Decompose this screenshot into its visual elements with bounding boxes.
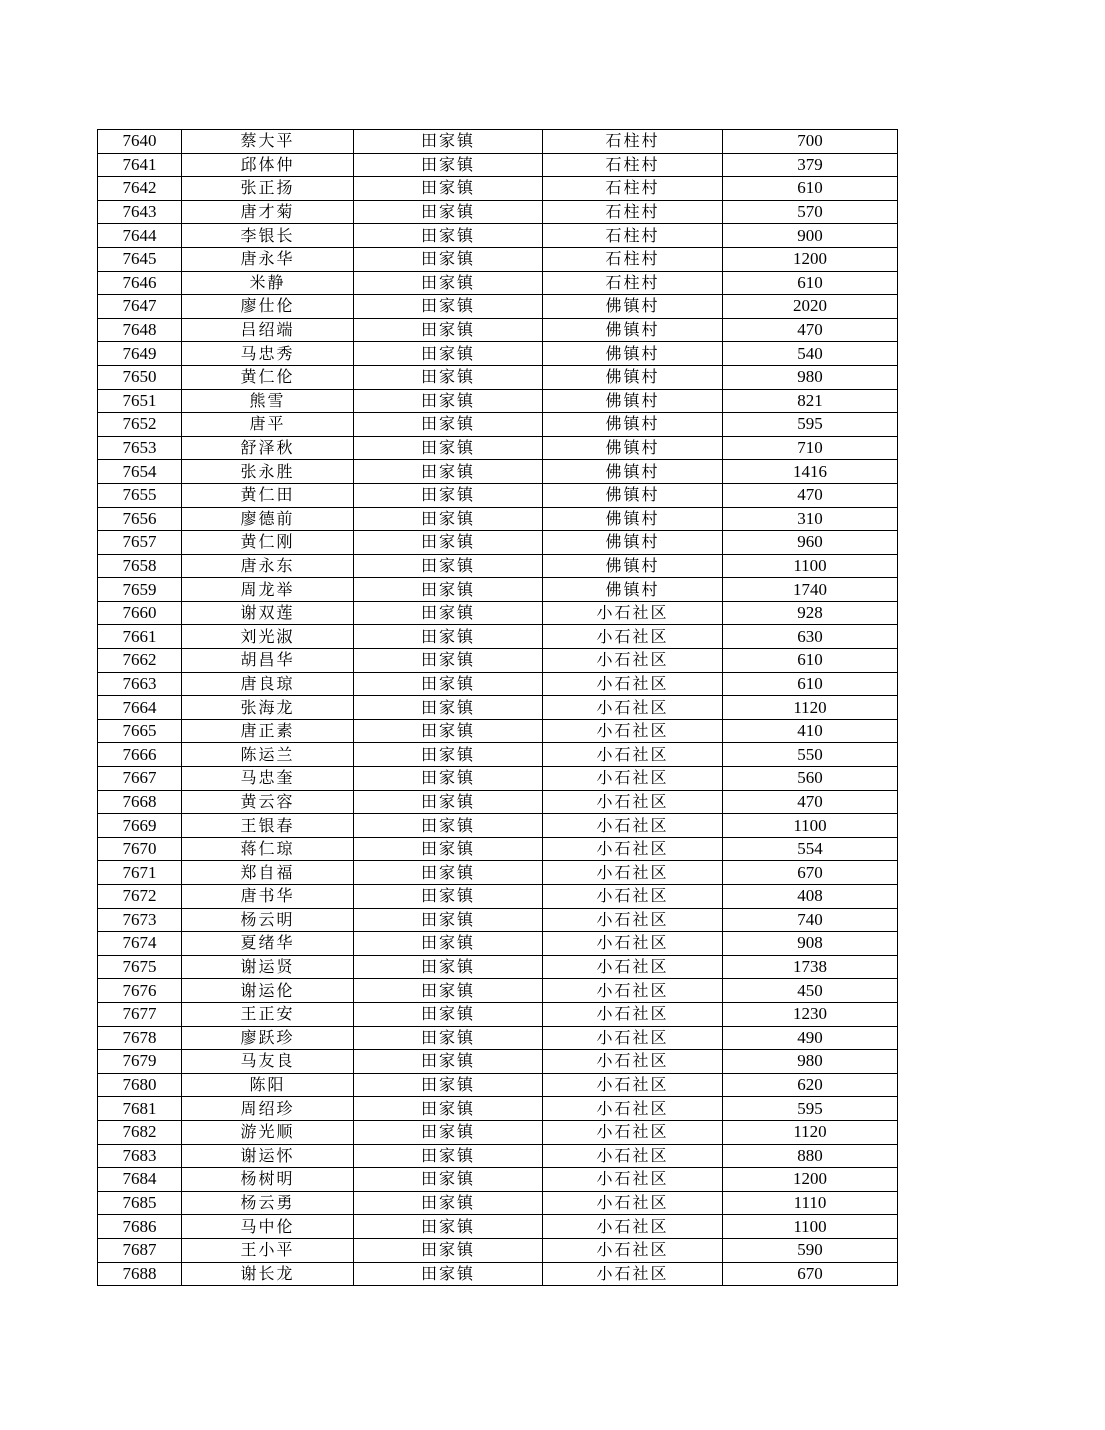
name-cell: 马中伦	[182, 1215, 354, 1239]
row-number-cell: 7649	[98, 342, 182, 366]
table-row	[98, 908, 898, 932]
village-cell: 佛镇村	[543, 578, 723, 602]
town-cell: 田家镇	[354, 625, 543, 649]
amount-cell: 310	[723, 507, 898, 531]
table-row	[98, 365, 898, 389]
village-cell: 小石社区	[543, 932, 723, 956]
village-cell: 小石社区	[543, 1262, 723, 1286]
name-cell: 唐才菊	[182, 200, 354, 224]
amount-cell: 1100	[723, 1215, 898, 1239]
village-cell: 佛镇村	[543, 389, 723, 413]
table-row	[98, 601, 898, 625]
village-cell: 小石社区	[543, 767, 723, 791]
row-number-cell: 7662	[98, 649, 182, 673]
row-number-cell: 7651	[98, 389, 182, 413]
village-cell: 小石社区	[543, 1050, 723, 1074]
amount-cell: 610	[723, 177, 898, 201]
table-row	[98, 837, 898, 861]
town-cell: 田家镇	[354, 649, 543, 673]
name-cell: 周绍珍	[182, 1097, 354, 1121]
name-cell: 陈阳	[182, 1073, 354, 1097]
row-number-cell: 7660	[98, 601, 182, 625]
town-cell: 田家镇	[354, 436, 543, 460]
table-row	[98, 531, 898, 555]
table-row	[98, 767, 898, 791]
row-number-cell: 7666	[98, 743, 182, 767]
town-cell: 田家镇	[354, 1026, 543, 1050]
name-cell: 吕绍端	[182, 318, 354, 342]
town-cell: 田家镇	[354, 861, 543, 885]
name-cell: 张永胜	[182, 460, 354, 484]
town-cell: 田家镇	[354, 271, 543, 295]
name-cell: 王小平	[182, 1238, 354, 1262]
name-cell: 蒋仁琼	[182, 837, 354, 861]
amount-cell: 379	[723, 153, 898, 177]
amount-cell: 590	[723, 1238, 898, 1262]
amount-cell: 900	[723, 224, 898, 248]
row-number-cell: 7675	[98, 955, 182, 979]
table-row	[98, 672, 898, 696]
amount-cell: 1100	[723, 814, 898, 838]
amount-cell: 960	[723, 531, 898, 555]
village-cell: 佛镇村	[543, 483, 723, 507]
amount-cell: 470	[723, 790, 898, 814]
village-cell: 小石社区	[543, 696, 723, 720]
town-cell: 田家镇	[354, 601, 543, 625]
village-cell: 佛镇村	[543, 436, 723, 460]
table-row	[98, 814, 898, 838]
name-cell: 谢运怀	[182, 1144, 354, 1168]
table-row	[98, 1191, 898, 1215]
village-cell: 小石社区	[543, 743, 723, 767]
village-cell: 小石社区	[543, 1168, 723, 1192]
town-cell: 田家镇	[354, 130, 543, 154]
row-number-cell: 7648	[98, 318, 182, 342]
row-number-cell: 7676	[98, 979, 182, 1003]
table-row	[98, 413, 898, 437]
village-cell: 小石社区	[543, 955, 723, 979]
name-cell: 王银春	[182, 814, 354, 838]
village-cell: 石柱村	[543, 177, 723, 201]
town-cell: 田家镇	[354, 1073, 543, 1097]
row-number-cell: 7669	[98, 814, 182, 838]
town-cell: 田家镇	[354, 247, 543, 271]
town-cell: 田家镇	[354, 1238, 543, 1262]
row-number-cell: 7687	[98, 1238, 182, 1262]
town-cell: 田家镇	[354, 295, 543, 319]
row-number-cell: 7681	[98, 1097, 182, 1121]
village-cell: 小石社区	[543, 979, 723, 1003]
table-row	[98, 200, 898, 224]
name-cell: 廖德前	[182, 507, 354, 531]
name-cell: 马忠秀	[182, 342, 354, 366]
town-cell: 田家镇	[354, 1191, 543, 1215]
amount-cell: 620	[723, 1073, 898, 1097]
town-cell: 田家镇	[354, 790, 543, 814]
village-cell: 佛镇村	[543, 460, 723, 484]
town-cell: 田家镇	[354, 1097, 543, 1121]
name-cell: 夏绪华	[182, 932, 354, 956]
row-number-cell: 7647	[98, 295, 182, 319]
town-cell: 田家镇	[354, 483, 543, 507]
amount-cell: 1230	[723, 1002, 898, 1026]
name-cell: 周龙举	[182, 578, 354, 602]
table-row	[98, 271, 898, 295]
table-row	[98, 649, 898, 673]
row-number-cell: 7664	[98, 696, 182, 720]
amount-cell: 670	[723, 861, 898, 885]
town-cell: 田家镇	[354, 908, 543, 932]
row-number-cell: 7655	[98, 483, 182, 507]
amount-cell: 908	[723, 932, 898, 956]
village-cell: 佛镇村	[543, 365, 723, 389]
village-cell: 小石社区	[543, 1097, 723, 1121]
town-cell: 田家镇	[354, 413, 543, 437]
amount-cell: 408	[723, 885, 898, 909]
village-cell: 佛镇村	[543, 554, 723, 578]
name-cell: 唐正素	[182, 719, 354, 743]
name-cell: 熊雪	[182, 389, 354, 413]
table-row	[98, 1120, 898, 1144]
row-number-cell: 7645	[98, 247, 182, 271]
table-row	[98, 224, 898, 248]
row-number-cell: 7672	[98, 885, 182, 909]
table-row	[98, 1215, 898, 1239]
amount-cell: 980	[723, 365, 898, 389]
table-row	[98, 625, 898, 649]
table-row	[98, 389, 898, 413]
town-cell: 田家镇	[354, 955, 543, 979]
table-row	[98, 1238, 898, 1262]
town-cell: 田家镇	[354, 1050, 543, 1074]
town-cell: 田家镇	[354, 224, 543, 248]
name-cell: 郑自福	[182, 861, 354, 885]
name-cell: 廖跃珍	[182, 1026, 354, 1050]
table-row	[98, 1168, 898, 1192]
name-cell: 唐永东	[182, 554, 354, 578]
table-row	[98, 153, 898, 177]
amount-cell: 610	[723, 271, 898, 295]
town-cell: 田家镇	[354, 177, 543, 201]
village-cell: 小石社区	[543, 1215, 723, 1239]
town-cell: 田家镇	[354, 460, 543, 484]
village-cell: 小石社区	[543, 908, 723, 932]
table-row	[98, 1050, 898, 1074]
amount-cell: 554	[723, 837, 898, 861]
village-cell: 小石社区	[543, 1073, 723, 1097]
town-cell: 田家镇	[354, 153, 543, 177]
town-cell: 田家镇	[354, 531, 543, 555]
name-cell: 黄仁刚	[182, 531, 354, 555]
village-cell: 佛镇村	[543, 413, 723, 437]
table-row	[98, 955, 898, 979]
amount-cell: 595	[723, 413, 898, 437]
amount-cell: 410	[723, 719, 898, 743]
name-cell: 唐平	[182, 413, 354, 437]
table-row	[98, 696, 898, 720]
row-number-cell: 7668	[98, 790, 182, 814]
name-cell: 马忠奎	[182, 767, 354, 791]
row-number-cell: 7642	[98, 177, 182, 201]
village-cell: 小石社区	[543, 1191, 723, 1215]
amount-cell: 490	[723, 1026, 898, 1050]
amount-cell: 1120	[723, 1120, 898, 1144]
table-row	[98, 1002, 898, 1026]
village-cell: 佛镇村	[543, 295, 723, 319]
row-number-cell: 7661	[98, 625, 182, 649]
village-cell: 小石社区	[543, 672, 723, 696]
table-row	[98, 861, 898, 885]
name-cell: 米静	[182, 271, 354, 295]
name-cell: 王正安	[182, 1002, 354, 1026]
row-number-cell: 7679	[98, 1050, 182, 1074]
village-cell: 小石社区	[543, 885, 723, 909]
amount-cell: 470	[723, 318, 898, 342]
village-cell: 小石社区	[543, 837, 723, 861]
row-number-cell: 7678	[98, 1026, 182, 1050]
town-cell: 田家镇	[354, 1262, 543, 1286]
row-number-cell: 7652	[98, 413, 182, 437]
amount-cell: 610	[723, 649, 898, 673]
row-number-cell: 7653	[98, 436, 182, 460]
amount-cell: 1120	[723, 696, 898, 720]
amount-cell: 710	[723, 436, 898, 460]
town-cell: 田家镇	[354, 1215, 543, 1239]
village-cell: 石柱村	[543, 130, 723, 154]
row-number-cell: 7643	[98, 200, 182, 224]
name-cell: 唐永华	[182, 247, 354, 271]
table-row	[98, 578, 898, 602]
town-cell: 田家镇	[354, 814, 543, 838]
town-cell: 田家镇	[354, 1120, 543, 1144]
name-cell: 黄仁伦	[182, 365, 354, 389]
name-cell: 蔡大平	[182, 130, 354, 154]
village-cell: 小石社区	[543, 1238, 723, 1262]
town-cell: 田家镇	[354, 507, 543, 531]
village-cell: 小石社区	[543, 719, 723, 743]
row-number-cell: 7657	[98, 531, 182, 555]
amount-cell: 540	[723, 342, 898, 366]
name-cell: 谢运贤	[182, 955, 354, 979]
table-row	[98, 318, 898, 342]
name-cell: 廖仕伦	[182, 295, 354, 319]
table-row	[98, 790, 898, 814]
town-cell: 田家镇	[354, 342, 543, 366]
table-row	[98, 342, 898, 366]
village-cell: 佛镇村	[543, 507, 723, 531]
amount-cell: 1200	[723, 247, 898, 271]
amount-cell: 630	[723, 625, 898, 649]
village-cell: 佛镇村	[543, 342, 723, 366]
town-cell: 田家镇	[354, 318, 543, 342]
village-cell: 小石社区	[543, 625, 723, 649]
table-row	[98, 1073, 898, 1097]
village-cell: 小石社区	[543, 1120, 723, 1144]
table-row	[98, 979, 898, 1003]
village-cell: 石柱村	[543, 224, 723, 248]
row-number-cell: 7688	[98, 1262, 182, 1286]
row-number-cell: 7677	[98, 1002, 182, 1026]
table-row	[98, 295, 898, 319]
name-cell: 张正扬	[182, 177, 354, 201]
village-cell: 小石社区	[543, 1026, 723, 1050]
village-cell: 小石社区	[543, 1144, 723, 1168]
row-number-cell: 7674	[98, 932, 182, 956]
village-cell: 小石社区	[543, 1002, 723, 1026]
row-number-cell: 7654	[98, 460, 182, 484]
town-cell: 田家镇	[354, 1168, 543, 1192]
row-number-cell: 7656	[98, 507, 182, 531]
amount-cell: 610	[723, 672, 898, 696]
row-number-cell: 7665	[98, 719, 182, 743]
name-cell: 黄仁田	[182, 483, 354, 507]
town-cell: 田家镇	[354, 979, 543, 1003]
village-cell: 小石社区	[543, 814, 723, 838]
table-row	[98, 247, 898, 271]
amount-cell: 550	[723, 743, 898, 767]
village-cell: 石柱村	[543, 247, 723, 271]
village-cell: 石柱村	[543, 271, 723, 295]
name-cell: 游光顺	[182, 1120, 354, 1144]
town-cell: 田家镇	[354, 767, 543, 791]
amount-cell: 740	[723, 908, 898, 932]
amount-cell: 1416	[723, 460, 898, 484]
town-cell: 田家镇	[354, 389, 543, 413]
row-number-cell: 7670	[98, 837, 182, 861]
data-table	[97, 129, 898, 1286]
table-row	[98, 1026, 898, 1050]
row-number-cell: 7686	[98, 1215, 182, 1239]
name-cell: 胡昌华	[182, 649, 354, 673]
town-cell: 田家镇	[354, 578, 543, 602]
town-cell: 田家镇	[354, 1002, 543, 1026]
table-row	[98, 743, 898, 767]
row-number-cell: 7644	[98, 224, 182, 248]
name-cell: 张海龙	[182, 696, 354, 720]
row-number-cell: 7680	[98, 1073, 182, 1097]
row-number-cell: 7667	[98, 767, 182, 791]
town-cell: 田家镇	[354, 719, 543, 743]
name-cell: 杨云明	[182, 908, 354, 932]
name-cell: 舒泽秋	[182, 436, 354, 460]
town-cell: 田家镇	[354, 837, 543, 861]
amount-cell: 560	[723, 767, 898, 791]
name-cell: 陈运兰	[182, 743, 354, 767]
name-cell: 黄云容	[182, 790, 354, 814]
row-number-cell: 7682	[98, 1120, 182, 1144]
row-number-cell: 7683	[98, 1144, 182, 1168]
amount-cell: 1738	[723, 955, 898, 979]
town-cell: 田家镇	[354, 554, 543, 578]
table-row	[98, 554, 898, 578]
row-number-cell: 7684	[98, 1168, 182, 1192]
row-number-cell: 7650	[98, 365, 182, 389]
row-number-cell: 7663	[98, 672, 182, 696]
name-cell: 李银长	[182, 224, 354, 248]
row-number-cell: 7658	[98, 554, 182, 578]
amount-cell: 980	[723, 1050, 898, 1074]
row-number-cell: 7671	[98, 861, 182, 885]
name-cell: 谢运伦	[182, 979, 354, 1003]
village-cell: 石柱村	[543, 153, 723, 177]
row-number-cell: 7641	[98, 153, 182, 177]
row-number-cell: 7659	[98, 578, 182, 602]
town-cell: 田家镇	[354, 1144, 543, 1168]
village-cell: 小石社区	[543, 790, 723, 814]
amount-cell: 821	[723, 389, 898, 413]
table-row	[98, 1262, 898, 1286]
amount-cell: 450	[723, 979, 898, 1003]
town-cell: 田家镇	[354, 885, 543, 909]
amount-cell: 1110	[723, 1191, 898, 1215]
name-cell: 杨树明	[182, 1168, 354, 1192]
table-row	[98, 1097, 898, 1121]
village-cell: 小石社区	[543, 601, 723, 625]
row-number-cell: 7640	[98, 130, 182, 154]
table-row	[98, 177, 898, 201]
name-cell: 唐书华	[182, 885, 354, 909]
table-row	[98, 483, 898, 507]
amount-cell: 928	[723, 601, 898, 625]
table-row	[98, 719, 898, 743]
amount-cell: 570	[723, 200, 898, 224]
table-row	[98, 436, 898, 460]
village-cell: 佛镇村	[543, 531, 723, 555]
row-number-cell: 7646	[98, 271, 182, 295]
village-cell: 佛镇村	[543, 318, 723, 342]
amount-cell: 2020	[723, 295, 898, 319]
table-row	[98, 885, 898, 909]
table-row	[98, 130, 898, 154]
row-number-cell: 7673	[98, 908, 182, 932]
village-cell: 小石社区	[543, 861, 723, 885]
amount-cell: 670	[723, 1262, 898, 1286]
amount-cell: 1200	[723, 1168, 898, 1192]
name-cell: 马友良	[182, 1050, 354, 1074]
amount-cell: 595	[723, 1097, 898, 1121]
town-cell: 田家镇	[354, 932, 543, 956]
name-cell: 谢长龙	[182, 1262, 354, 1286]
amount-cell: 1740	[723, 578, 898, 602]
amount-cell: 700	[723, 130, 898, 154]
name-cell: 刘光淑	[182, 625, 354, 649]
table-body	[98, 130, 898, 1286]
amount-cell: 1100	[723, 554, 898, 578]
town-cell: 田家镇	[354, 743, 543, 767]
village-cell: 小石社区	[543, 649, 723, 673]
name-cell: 谢双莲	[182, 601, 354, 625]
table-row	[98, 507, 898, 531]
table-row	[98, 932, 898, 956]
town-cell: 田家镇	[354, 672, 543, 696]
name-cell: 杨云勇	[182, 1191, 354, 1215]
amount-cell: 470	[723, 483, 898, 507]
village-cell: 石柱村	[543, 200, 723, 224]
name-cell: 唐良琼	[182, 672, 354, 696]
row-number-cell: 7685	[98, 1191, 182, 1215]
town-cell: 田家镇	[354, 696, 543, 720]
table-row	[98, 1144, 898, 1168]
town-cell: 田家镇	[354, 200, 543, 224]
table-row	[98, 460, 898, 484]
name-cell: 邱体仲	[182, 153, 354, 177]
amount-cell: 880	[723, 1144, 898, 1168]
town-cell: 田家镇	[354, 365, 543, 389]
